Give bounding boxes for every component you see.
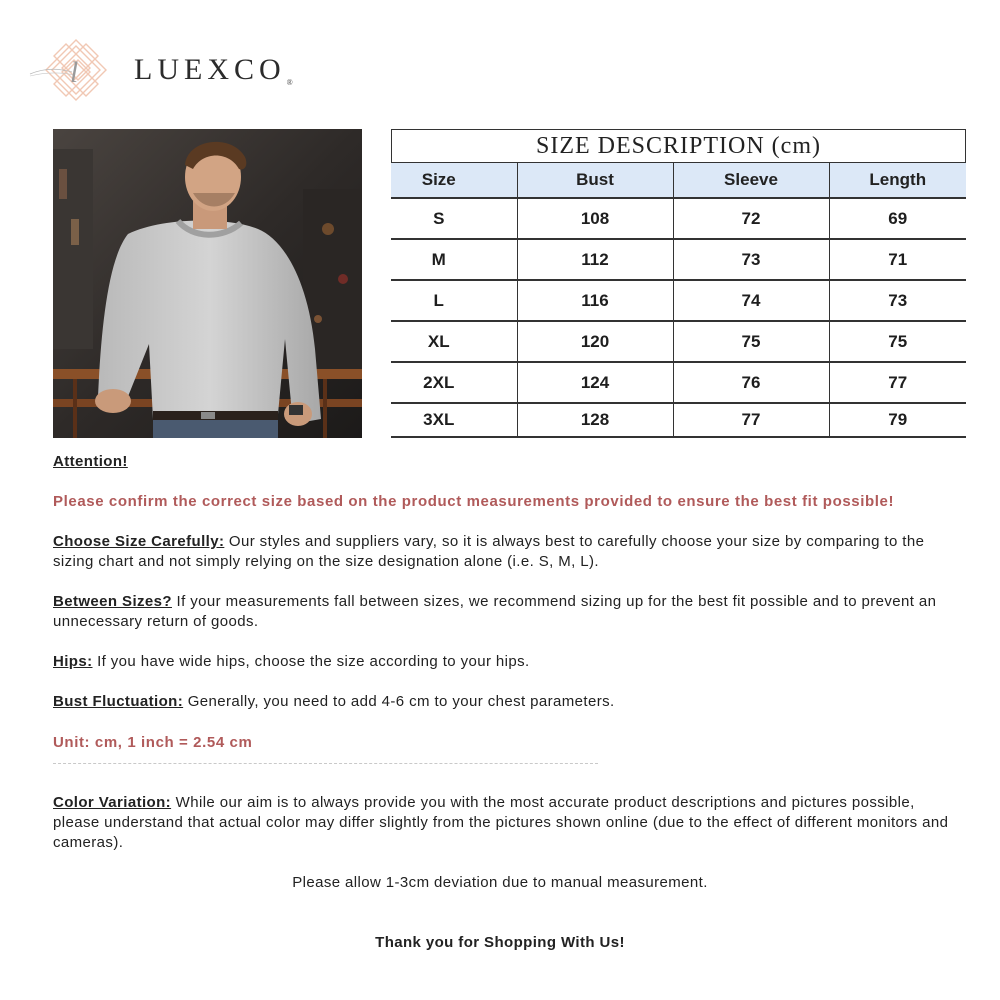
cell-length: 79 [829,403,966,437]
cell-bust: 120 [517,321,673,362]
cell-sleeve: 76 [673,362,829,403]
section-divider [53,763,598,764]
cell-bust: 112 [517,239,673,280]
color-variation-text: While our aim is to always provide you with the most accurate product descriptions and pictures possible, please understand that actual color may differ slightly from the pictures shown online (due to the effect of different monitors and cameras). [53,794,949,851]
cell-sleeve: 75 [673,321,829,362]
brand-name-text: LUEXCO [134,53,286,86]
logo-mark-letter: l [69,56,79,89]
confirm-size-note: Please confirm the correct size based on the product measurements provided to ensure the best fit possible! [53,493,895,510]
cell-length: 77 [829,362,966,403]
cell-sleeve: 74 [673,280,829,321]
cell-bust: 116 [517,280,673,321]
cell-size: XL [391,321,517,362]
brand-logo[interactable] [28,38,298,102]
cell-sleeve: 77 [673,403,829,437]
table-row [391,239,966,280]
table-row [391,280,966,321]
cell-sleeve: 72 [673,198,829,239]
cell-length: 73 [829,280,966,321]
cell-sleeve: 73 [673,239,829,280]
cell-bust: 128 [517,403,673,437]
cell-length: 71 [829,239,966,280]
attention-heading [53,452,953,472]
column-header-size: Size [391,163,517,198]
unit-note: Unit: cm, 1 inch = 2.54 cm [53,734,253,751]
size-chart-grid [391,163,966,438]
bust-fluctuation-text: Generally, you need to add 4-6 cm to your chest parameters. [183,693,615,710]
table-row [391,403,966,437]
color-variation-label: Color Variation: [53,794,172,811]
hips-note [53,652,953,672]
table-row [391,362,966,403]
column-header-bust: Bust [517,163,673,198]
cell-size: 3XL [391,403,517,437]
brand-name [134,53,298,87]
cell-length: 69 [829,198,966,239]
size-chart [391,129,966,438]
cell-bust: 124 [517,362,673,403]
choose-size-text: Our styles and suppliers vary, so it is always best to carefully choose your size by comparing to the sizing chart and not simply relying on the size designation alone (i.e. S, M, L). [53,533,925,570]
cell-size: 2XL [391,362,517,403]
size-chart-header-row [391,163,966,198]
attention-label: Attention! [53,453,128,470]
bust-fluctuation-label: Bust Fluctuation: [53,693,184,710]
between-sizes-text: If your measurements fall between sizes, we recommend sizing up for the best fit possible and to prevent an unnecessary return of goods. [53,593,937,630]
table-row [391,321,966,362]
column-header-sleeve: Sleeve [673,163,829,198]
choose-size-label: Choose Size Carefully: [53,533,225,550]
between-sizes-note [53,592,953,632]
deviation-note: Please allow 1-3cm deviation due to manual measurement. [292,874,708,891]
hips-label: Hips: [53,653,93,670]
choose-size-note [53,532,953,572]
column-header-length: Length [829,163,966,198]
cell-size: M [391,239,517,280]
between-sizes-label: Between Sizes? [53,593,172,610]
size-chart-title: SIZE DESCRIPTION (cm) [391,129,966,163]
cell-bust: 108 [517,198,673,239]
product-photo [53,129,362,438]
cell-size: S [391,198,517,239]
cell-size: L [391,280,517,321]
color-variation-note [53,793,953,853]
registered-mark: ® [286,78,298,87]
thank-you-note: Thank you for Shopping With Us! [375,934,625,951]
cell-length: 75 [829,321,966,362]
hips-text: If you have wide hips, choose the size according to your hips. [92,653,530,670]
bust-fluctuation-note [53,692,953,712]
table-row [391,198,966,239]
model-sweater-image [53,129,362,438]
logo-mark-icon [28,38,124,102]
